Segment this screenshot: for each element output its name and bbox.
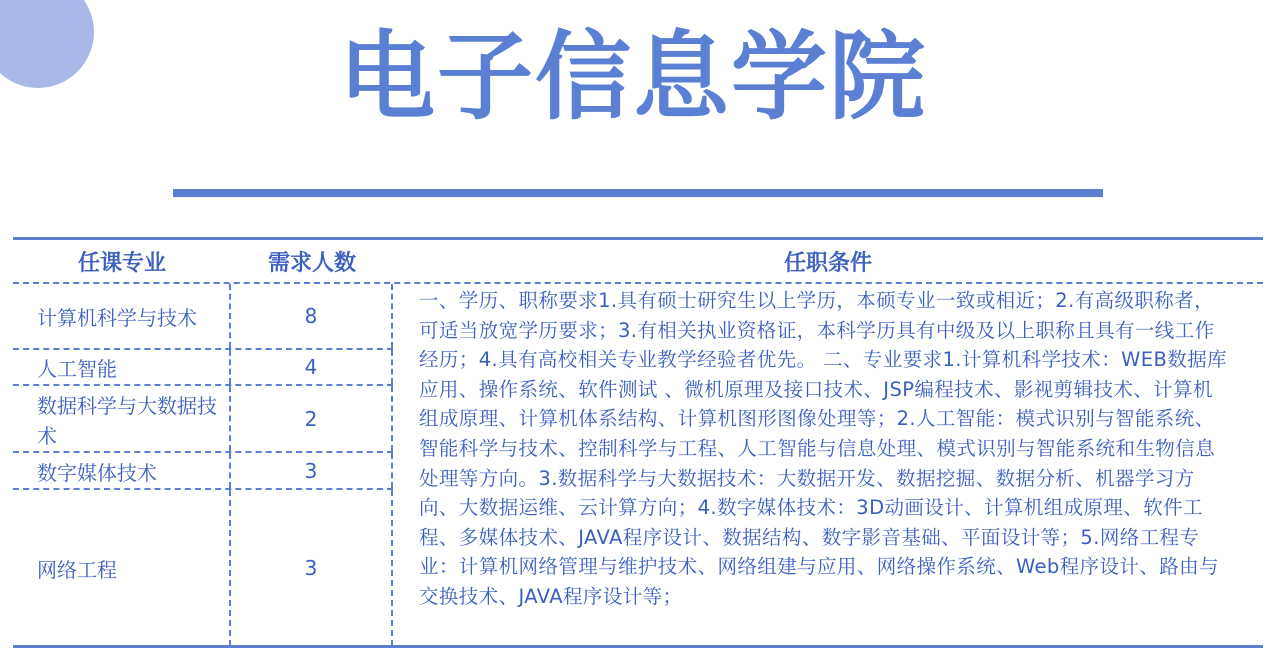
count-cell: 8 [231, 284, 393, 348]
major-cell: 网络工程 [13, 490, 231, 646]
table-row [13, 490, 393, 646]
count-cell: 3 [231, 490, 393, 646]
table-bottom-rule [13, 645, 1263, 648]
count-cell: 2 [231, 386, 393, 451]
major-cell: 计算机科学与技术 [13, 284, 231, 348]
header-count: 需求人数 [267, 250, 356, 276]
major-cell: 数据科学与大数据技术 [13, 386, 231, 451]
major-cell: 人工智能 [13, 350, 231, 384]
major-cell: 数字媒体技术 [13, 453, 231, 488]
count-cell: 4 [231, 350, 393, 384]
requirements-cell: 一、学历、职称要求1.具有硕士研究生以上学历，本硕专业一致或相近；2.有高级职称者，可适当放宽学历要求；3.有相关执业资格证，本科学历具有中级及以上职称且具有一线工作经历；4.具有高校相关专业教学经验者优先。 二、专业要求1.计算机科学技术：WEB数据库应用、操作系统、软件测试 、微机原理及接口技术、JSP编程技术、影视剪辑技术、计算机组成原理、计算机体系结构、计算机图形图像处理等；2.人工智能：模式识别与智能系统、智能科学与技术、控制科学与工程、人工智能与信息处理、模式识别与智能系统和生物信息处理等方向。3.数据科学与大数据技术：大数据开发、数据挖掘、数据分析、机器学习方向、大数据运维、云计算方向；4.数字媒体技术：3D动画设计、计算机组成原理、软件工程、多媒体技术、JAVA程序设计、数据结构、数字影音基础、平面设计等；5.网络工程专业：计算机网络管理与维护技术、网络组建与应用、网络操作系统、Web程序设计、路由与交换技术、JAVA程序设计等； [419, 289, 1227, 608]
table-row [13, 284, 393, 350]
table-body [13, 284, 1263, 646]
header-requirements: 任职条件 [783, 250, 872, 276]
header-major: 任课专业 [77, 250, 166, 276]
table-row [13, 350, 393, 386]
count-cell: 3 [231, 453, 393, 488]
recruitment-table [13, 237, 1263, 646]
major-count-columns [13, 284, 393, 646]
page-title: 电子信息学院 [339, 21, 927, 133]
title-underline [173, 189, 1103, 197]
table-row [13, 453, 393, 490]
table-row [13, 386, 393, 453]
table-header-row [13, 240, 1263, 284]
